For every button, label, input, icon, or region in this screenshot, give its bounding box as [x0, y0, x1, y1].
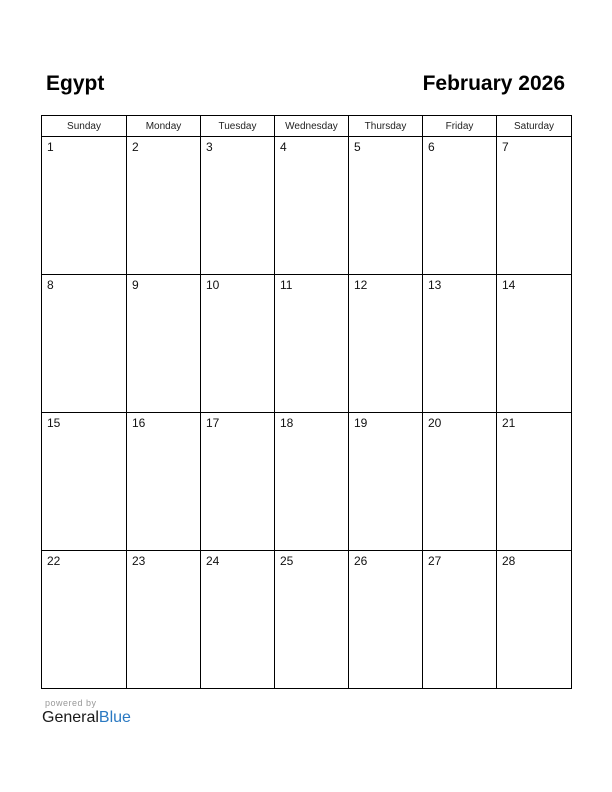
day-cell [275, 275, 349, 413]
day-cell [275, 413, 349, 551]
day-cell [201, 275, 275, 413]
day-number: 11 [280, 278, 293, 292]
day-cell [275, 551, 349, 689]
day-number: 4 [280, 140, 287, 154]
day-cell [349, 413, 423, 551]
day-cell [423, 275, 497, 413]
day-number: 27 [428, 554, 442, 568]
day-cell [42, 137, 127, 275]
day-number: 21 [502, 416, 516, 430]
weekday-header: Friday [423, 116, 497, 137]
generalblue-logo[interactable] [42, 709, 131, 727]
footer-branding [42, 698, 131, 727]
day-number: 26 [354, 554, 368, 568]
day-number: 24 [206, 554, 220, 568]
day-cell [275, 137, 349, 275]
day-number: 6 [428, 140, 435, 154]
day-number: 16 [132, 416, 146, 430]
weekday-header: Thursday [349, 116, 423, 137]
day-cell [42, 551, 127, 689]
calendar-grid [41, 115, 572, 689]
day-number: 17 [206, 416, 220, 430]
week-row [42, 413, 572, 551]
day-number: 20 [428, 416, 442, 430]
brand-blue-text: Blue [98, 709, 131, 726]
day-number: 12 [354, 278, 368, 292]
day-number: 19 [354, 416, 368, 430]
day-number: 1 [47, 140, 54, 154]
day-number: 28 [502, 554, 516, 568]
day-number: 22 [47, 554, 61, 568]
weekday-header: Saturday [497, 116, 572, 137]
day-cell [423, 413, 497, 551]
day-cell [349, 137, 423, 275]
day-number: 7 [502, 140, 509, 154]
day-cell [127, 275, 201, 413]
day-cell [201, 413, 275, 551]
day-number: 5 [354, 140, 361, 154]
day-cell [201, 551, 275, 689]
day-number: 15 [47, 416, 61, 430]
day-cell [349, 275, 423, 413]
day-cell [42, 275, 127, 413]
day-cell [423, 137, 497, 275]
week-row [42, 551, 572, 689]
week-row [42, 137, 572, 275]
day-cell [127, 413, 201, 551]
day-number: 8 [47, 278, 54, 292]
day-cell [201, 137, 275, 275]
day-number: 9 [132, 278, 139, 292]
weekday-header: Sunday [42, 116, 127, 137]
weekday-header-row [42, 116, 572, 137]
day-cell [127, 551, 201, 689]
day-number: 13 [428, 278, 442, 292]
day-cell [42, 413, 127, 551]
weekday-header: Monday [127, 116, 201, 137]
powered-by-text: powered by [45, 698, 97, 708]
day-number: 10 [206, 278, 220, 292]
day-cell [349, 551, 423, 689]
weekday-header: Tuesday [201, 116, 275, 137]
weekday-header: Wednesday [275, 116, 349, 137]
day-cell [127, 137, 201, 275]
day-cell [497, 275, 572, 413]
day-number: 18 [280, 416, 294, 430]
day-number: 23 [132, 554, 146, 568]
day-cell [497, 413, 572, 551]
month-year-title: February 2026 [422, 72, 565, 95]
day-number: 14 [502, 278, 516, 292]
brand-general-text: General [42, 709, 99, 726]
day-number: 3 [206, 140, 213, 154]
day-number: 2 [132, 140, 139, 154]
day-number: 25 [280, 554, 294, 568]
day-cell [497, 551, 572, 689]
week-row [42, 275, 572, 413]
country-title: Egypt [46, 72, 105, 95]
day-cell [423, 551, 497, 689]
day-cell [497, 137, 572, 275]
